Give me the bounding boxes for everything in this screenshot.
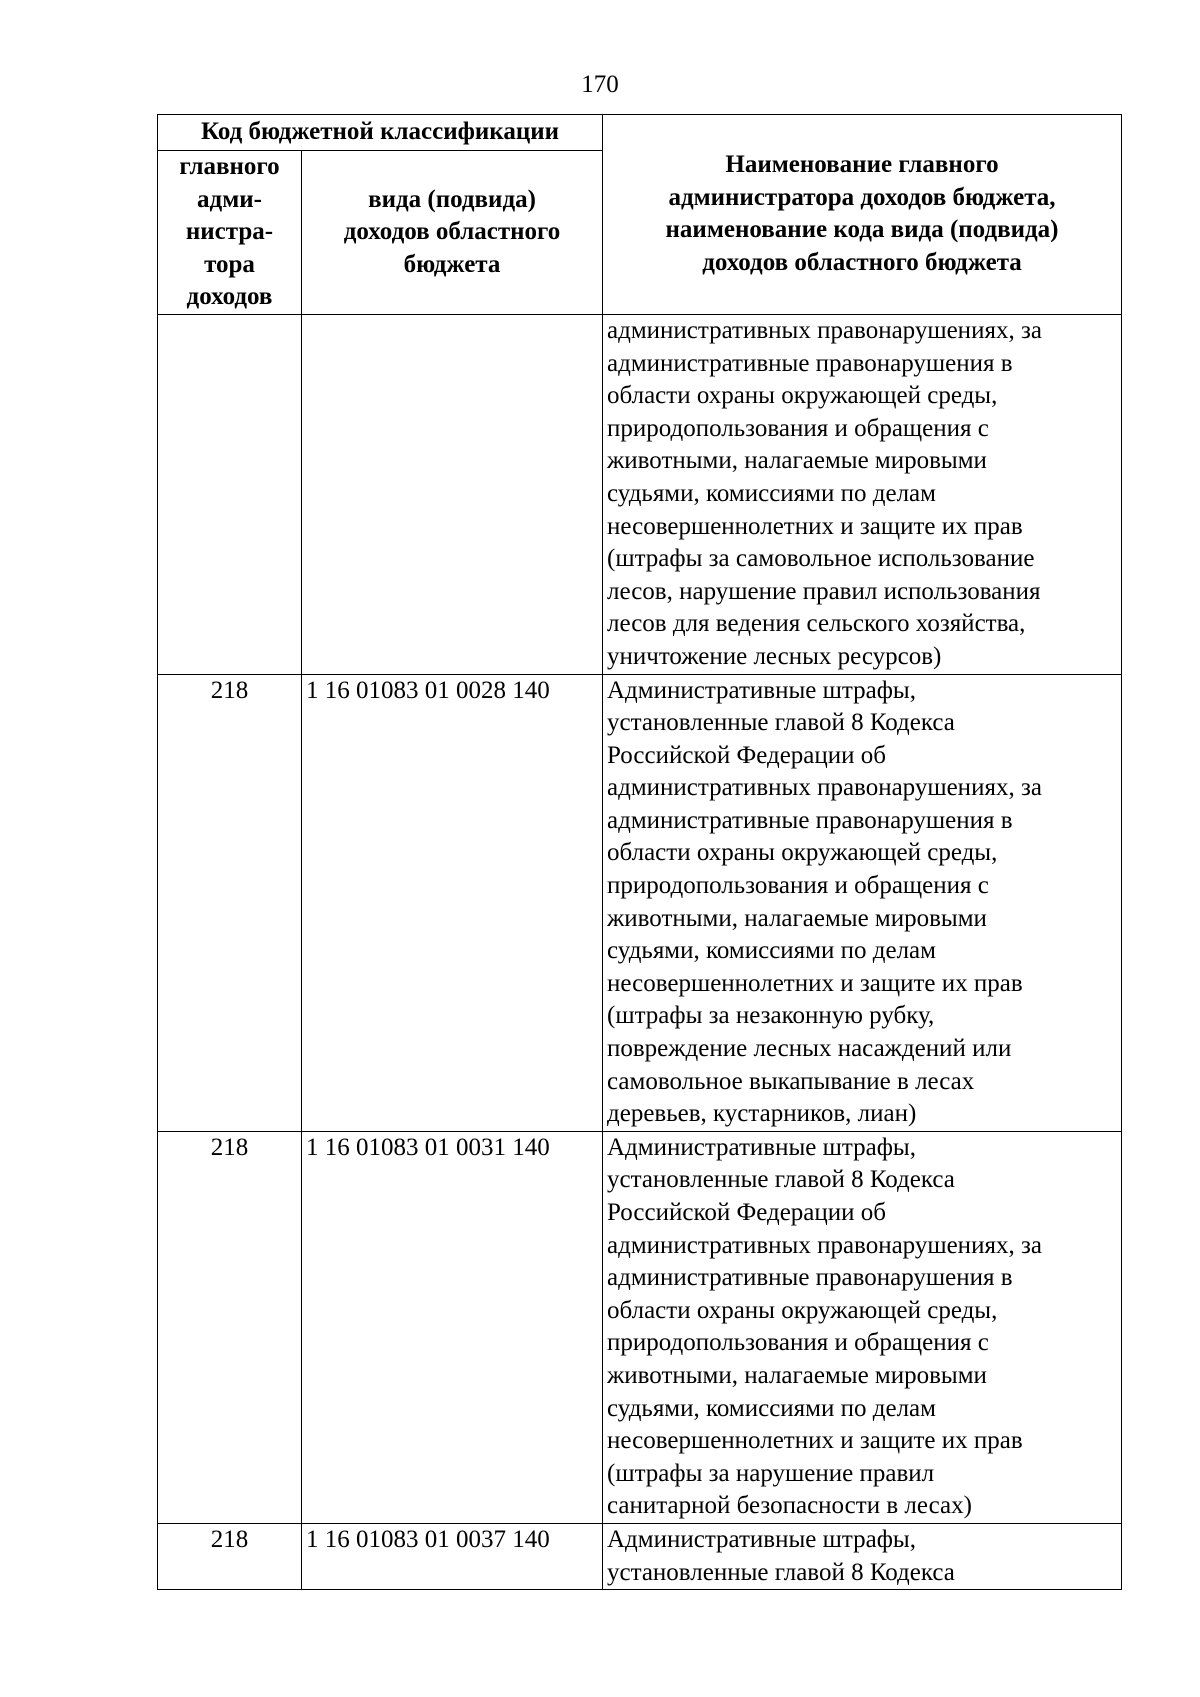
description-line: административных правонарушениях, за xyxy=(607,1231,1042,1259)
description-line: уничтожение лесных ресурсов) xyxy=(607,642,942,670)
description-line: животными, налагаемые мировыми xyxy=(607,447,987,475)
description-line: установленные главой 8 Кодекса xyxy=(607,1166,955,1194)
description-line: животными, налагаемые мировыми xyxy=(607,1361,987,1389)
budget-classification-table xyxy=(157,114,1122,1590)
description-line: природопользования и обращения с xyxy=(607,1329,989,1357)
admin-code-cell: 218 xyxy=(158,1523,302,1589)
description-line: области охраны окружающей среды, xyxy=(607,1296,998,1324)
description-line: животными, налагаемые мировыми xyxy=(607,904,987,932)
description-line: лесов, нарушение правил использования xyxy=(607,577,1041,605)
description-line: санитарной безопасности в лесах) xyxy=(607,1492,972,1520)
header-name-line: Наименование главного xyxy=(725,151,999,179)
description-line: судьями, комиссиями по делам xyxy=(607,479,936,507)
description-cell xyxy=(603,314,1122,674)
header-main-administrator-column xyxy=(158,151,302,315)
header-admin-line: тора xyxy=(204,250,255,278)
description-line: самовольное выкапывание в лесах xyxy=(607,1067,975,1095)
header-admin-line: главного xyxy=(179,153,280,180)
header-admin-line: доходов xyxy=(186,283,273,311)
admin-code-cell: 218 xyxy=(158,674,302,1131)
header-income-kind-column xyxy=(302,151,603,315)
table-row xyxy=(158,1523,1122,1589)
header-name-column xyxy=(603,115,1122,315)
description-line: административные правонарушения в xyxy=(607,349,1013,377)
description-line: несовершеннолетних и защите их прав xyxy=(607,512,1023,540)
description-line: Административные штрафы, xyxy=(607,1525,916,1553)
description-line: деревьев, кустарников, лиан) xyxy=(607,1100,917,1128)
admin-code-cell xyxy=(158,314,302,674)
header-name-line: наименование кода вида (подвида) xyxy=(665,216,1059,244)
description-line: Российской Федерации об xyxy=(607,1199,886,1226)
page-number: 170 xyxy=(581,71,619,98)
description-cell xyxy=(603,1523,1122,1589)
description-line: области охраны окружающей среды, xyxy=(607,382,998,410)
header-name-line: доходов областного бюджета xyxy=(702,249,1022,277)
description-cell xyxy=(603,674,1122,1131)
header-admin-line: нистра- xyxy=(185,218,274,246)
description-line: административных правонарушениях, за xyxy=(607,316,1042,344)
description-line: лесов для ведения сельского хозяйства, xyxy=(607,610,1026,638)
description-line: судьями, комиссиями по делам xyxy=(607,937,936,965)
description-line: судьями, комиссиями по делам xyxy=(607,1394,936,1422)
description-line: (штрафы за незаконную рубку, xyxy=(607,1002,935,1030)
description-line: (штрафы за самовольное использование xyxy=(607,545,1035,573)
header-name-line: администратора доходов бюджета, xyxy=(668,183,1056,211)
description-line: несовершеннолетних и защите их прав xyxy=(607,969,1023,997)
header-kind-line: вида (подвида) xyxy=(368,185,536,213)
table-row xyxy=(158,314,1122,674)
header-kind-line: доходов областного xyxy=(343,218,561,246)
income-code-cell: 1 16 01083 01 0031 140 xyxy=(302,1131,603,1523)
description-line: несовершеннолетних и защите их прав xyxy=(607,1427,1023,1455)
admin-code-cell: 218 xyxy=(158,1131,302,1523)
header-budget-classification-code: Код бюджетной классификации xyxy=(158,115,603,151)
header-kind-line: бюджета xyxy=(403,250,501,278)
description-line: природопользования и обращения с xyxy=(607,872,989,900)
description-line: природопользования и обращения с xyxy=(607,414,989,442)
description-cell xyxy=(603,1131,1122,1523)
description-line: административных правонарушениях, за xyxy=(607,774,1042,802)
income-code-cell xyxy=(302,314,603,674)
description-line: установленные главой 8 Кодекса xyxy=(607,1558,955,1586)
header-admin-line: адми- xyxy=(197,185,262,213)
description-line: Российской Федерации об xyxy=(607,741,886,769)
description-line: административные правонарушения в xyxy=(607,1264,1013,1292)
description-line: области охраны окружающей среды, xyxy=(607,839,998,867)
description-line: установленные главой 8 Кодекса xyxy=(607,709,955,737)
table-row xyxy=(158,1131,1122,1523)
description-line: Административные штрафы, xyxy=(607,676,916,704)
description-line: Административные штрафы, xyxy=(607,1133,916,1161)
table-row xyxy=(158,674,1122,1131)
income-code-cell: 1 16 01083 01 0037 140 xyxy=(302,1523,603,1589)
description-line: повреждение лесных насаждений или xyxy=(607,1035,1012,1063)
income-code-cell: 1 16 01083 01 0028 140 xyxy=(302,674,603,1131)
description-line: (штрафы за нарушение правил xyxy=(607,1459,935,1487)
description-line: административные правонарушения в xyxy=(607,806,1013,834)
table-header-row-1 xyxy=(158,115,1122,151)
